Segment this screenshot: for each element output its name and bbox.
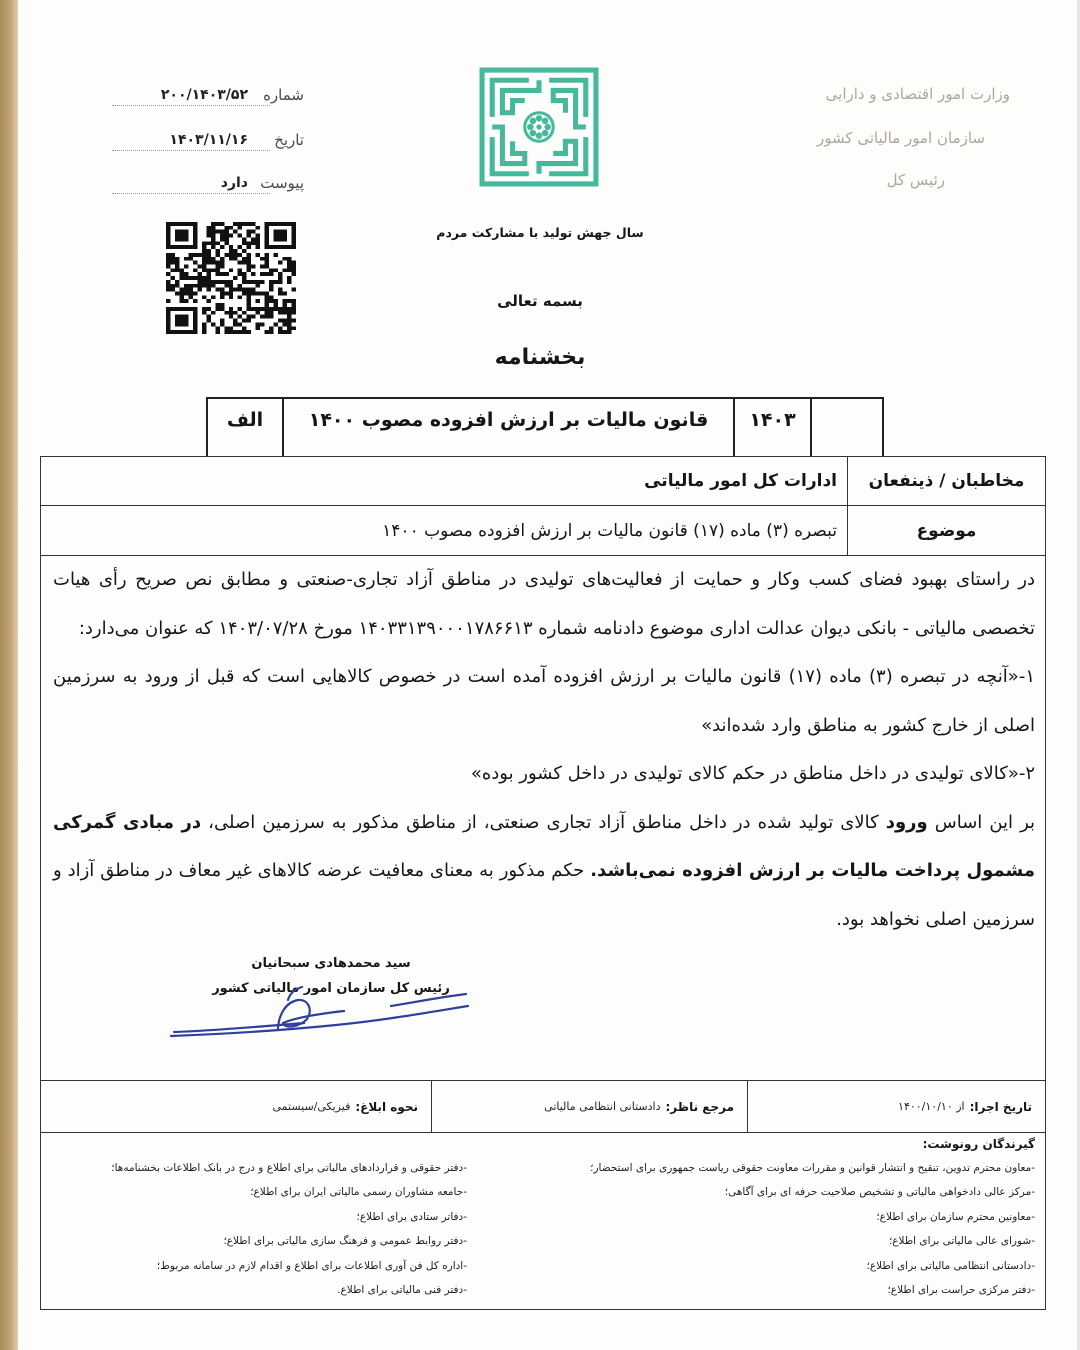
body-item-1: ۱-«آنچه در تبصره (۳) ماده (۱۷) قانون مالیات بر ارزش افزوده آمده است در خصوص کالاهایی است که قبل از ورود به سرزمین اصلی از خارج کشور به مناطق وارد شده‌اند» [53,666,1035,736]
title-blank-cell [810,399,882,456]
circular-title: قانون مالیات بر ارزش افزوده مصوب ۱۴۰۰ [282,399,733,456]
audience-label: مخاطبان / ذینفعان [847,457,1045,505]
subject-row [41,506,1045,556]
letter-date-label: تاریخ [274,131,304,149]
recipients-right-column [563,1156,1035,1302]
attachment-value: دارد [220,175,248,191]
attachment-label: پیوست [260,174,304,192]
organization-name: سازمان امور مالیاتی کشور [817,129,985,147]
implementation-date-cell [747,1081,1045,1132]
notification-method-value: فیزیکی/سیستمی [272,1100,351,1113]
recipient-item: -شورای عالی مالیاتی برای اطلاع؛ [888,1235,1035,1248]
recipient-item: -دفاتر ستادی برای اطلاع؛ [356,1210,467,1223]
tax-organization-logo [478,66,600,188]
recipient-item: -جامعه مشاوران رسمی مالیاتی ایران برای اطلاع؛ [250,1186,467,1199]
body-conclusion-paragraph [53,799,1035,945]
conclusion-bold-1: ورود [885,811,928,833]
letter-number-label: شماره [263,86,304,104]
circular-code: الف [226,409,264,431]
ministry-name: وزارت امور اقتصادی و دارایی [825,85,1010,103]
recipient-item: -دفتر فنی مالیاتی برای اطلاع. [337,1284,467,1297]
recipient-item: -مرکز عالی دادخواهی مالیاتی و تشخیص صلاحیت حرفه ای برای آگاهی؛ [724,1186,1035,1199]
body-item-2: ۲-«کالای تولیدی در داخل مناطق در حکم کالای تولیدی در داخل کشور بوده» [470,763,1035,784]
notification-method-cell [41,1081,431,1132]
circular-body [41,556,1045,1081]
recipient-item: -دفتر مرکزی حراست برای اطلاع؛ [887,1284,1035,1297]
recipient-item: -دفتر حقوقی و قراردادهای مالیاتی برای اطلاع و درج در بانک اطلاعات بخشنامه‌ها؛ [111,1162,467,1174]
signature-block [171,952,491,1044]
letter-number-row [112,81,304,109]
recipient-item: -معاونین محترم سازمان برای اطلاع؛ [876,1210,1035,1223]
year-slogan: سال جهش تولید با مشارکت مردم [436,225,644,240]
conclusion-bold-2: در مبادی گمرکی مشمول پرداخت مالیات بر ارزش افزوده نمی‌باشد. [53,811,1035,881]
recipient-item: -دفتر روابط عمومی و فرهنگ سازی مالیاتی برای اطلاع؛ [223,1235,467,1248]
signatory-name: سید محمدهادی سبحانیان [251,956,411,971]
office-title: رئیس کل [886,171,945,189]
letter-number-value: ۲۰۰/۱۴۰۳/۵۲ [160,87,248,103]
subject-label: موضوع [847,506,1045,555]
signatory-title: رئیس کل سازمان امور مالیاتی کشور [212,981,450,996]
circular-year: ۱۴۰۳ [733,399,810,456]
letter-date-row [112,126,304,154]
invocation: بسمه تعالی [497,292,583,310]
recipient-item: -دادستانی انتظامی مالیاتی برای اطلاع؛ [866,1259,1035,1272]
supervisor-value: دادستانی انتظامی مالیاتی [544,1100,661,1113]
implementation-date-label: تاریخ اجرا: [969,1099,1032,1114]
document-type-title: بخشنامه [494,345,586,370]
implementation-date-value: از ۱۴۰۰/۱۰/۱۰ [898,1100,965,1113]
audience-value: ادارات کل امور مالیاتی [644,471,837,491]
folder-edge [0,0,18,1350]
audience-row [41,457,1045,506]
qr-code [166,222,296,334]
supervisor-label: مرجع ناظر: [665,1099,734,1114]
notification-method-label: نحوه ابلاغ: [355,1099,418,1114]
attachment-row [112,169,304,197]
conclusion-text-3: حکم مذکور به معنای معافیت عرضه کالاهای غیر معاف در مناطق آزاد و سرزمین اصلی نخواهد بود. [53,860,1035,930]
conclusion-text-2: کالای تولید شده در داخل مناطق آزاد تجاری صنعتی، از مناطق مذکور به سرزمین اصلی، [201,811,886,833]
copy-recipients-heading: گیرندگان رونوشت: [922,1137,1035,1151]
circular-title-box [206,397,884,456]
conclusion-text-1: بر این اساس [927,811,1036,833]
supervisor-cell [431,1081,747,1132]
recipients-left-column [62,1156,467,1302]
subject-value: تبصره (۳) ماده (۱۷) قانون مالیات بر ارزش افزوده مصوب ۱۴۰۰ [382,520,837,541]
implementation-row [41,1081,1045,1133]
handwritten-signature [166,982,476,1042]
letter-date-value: ۱۴۰۳/۱۱/۱۶ [169,132,248,148]
circular-table [40,456,1046,1310]
recipient-item: -اداره کل فن آوری اطلاعات برای اطلاع و اقدام لازم در سامانه مربوط؛ [156,1259,467,1272]
copy-recipients [41,1133,1045,1309]
body-text [53,556,1035,952]
recipient-item: -معاون محترم تدوین، تنقیح و انتشار قوانین و مقررات معاونت حقوقی ریاست جمهوری برای استحضار؛ [590,1162,1035,1174]
body-intro-paragraph: در راستای بهبود فضای کسب وکار و حمایت از فعالیت‌های تولیدی در مناطق آزاد تجاری-صنعتی و مطابق نص صریح رأی هیات تخصصی مالیاتی - بانکی دیوان عدالت اداری موضوع دادنامه شماره ۱۴۰۳۳۱۳۹۰۰۰۱۷۸۶۶۱۳ مورخ ۱۴۰۳/۰۷/۲۸ که عنوان می‌دارد: [53,569,1035,639]
